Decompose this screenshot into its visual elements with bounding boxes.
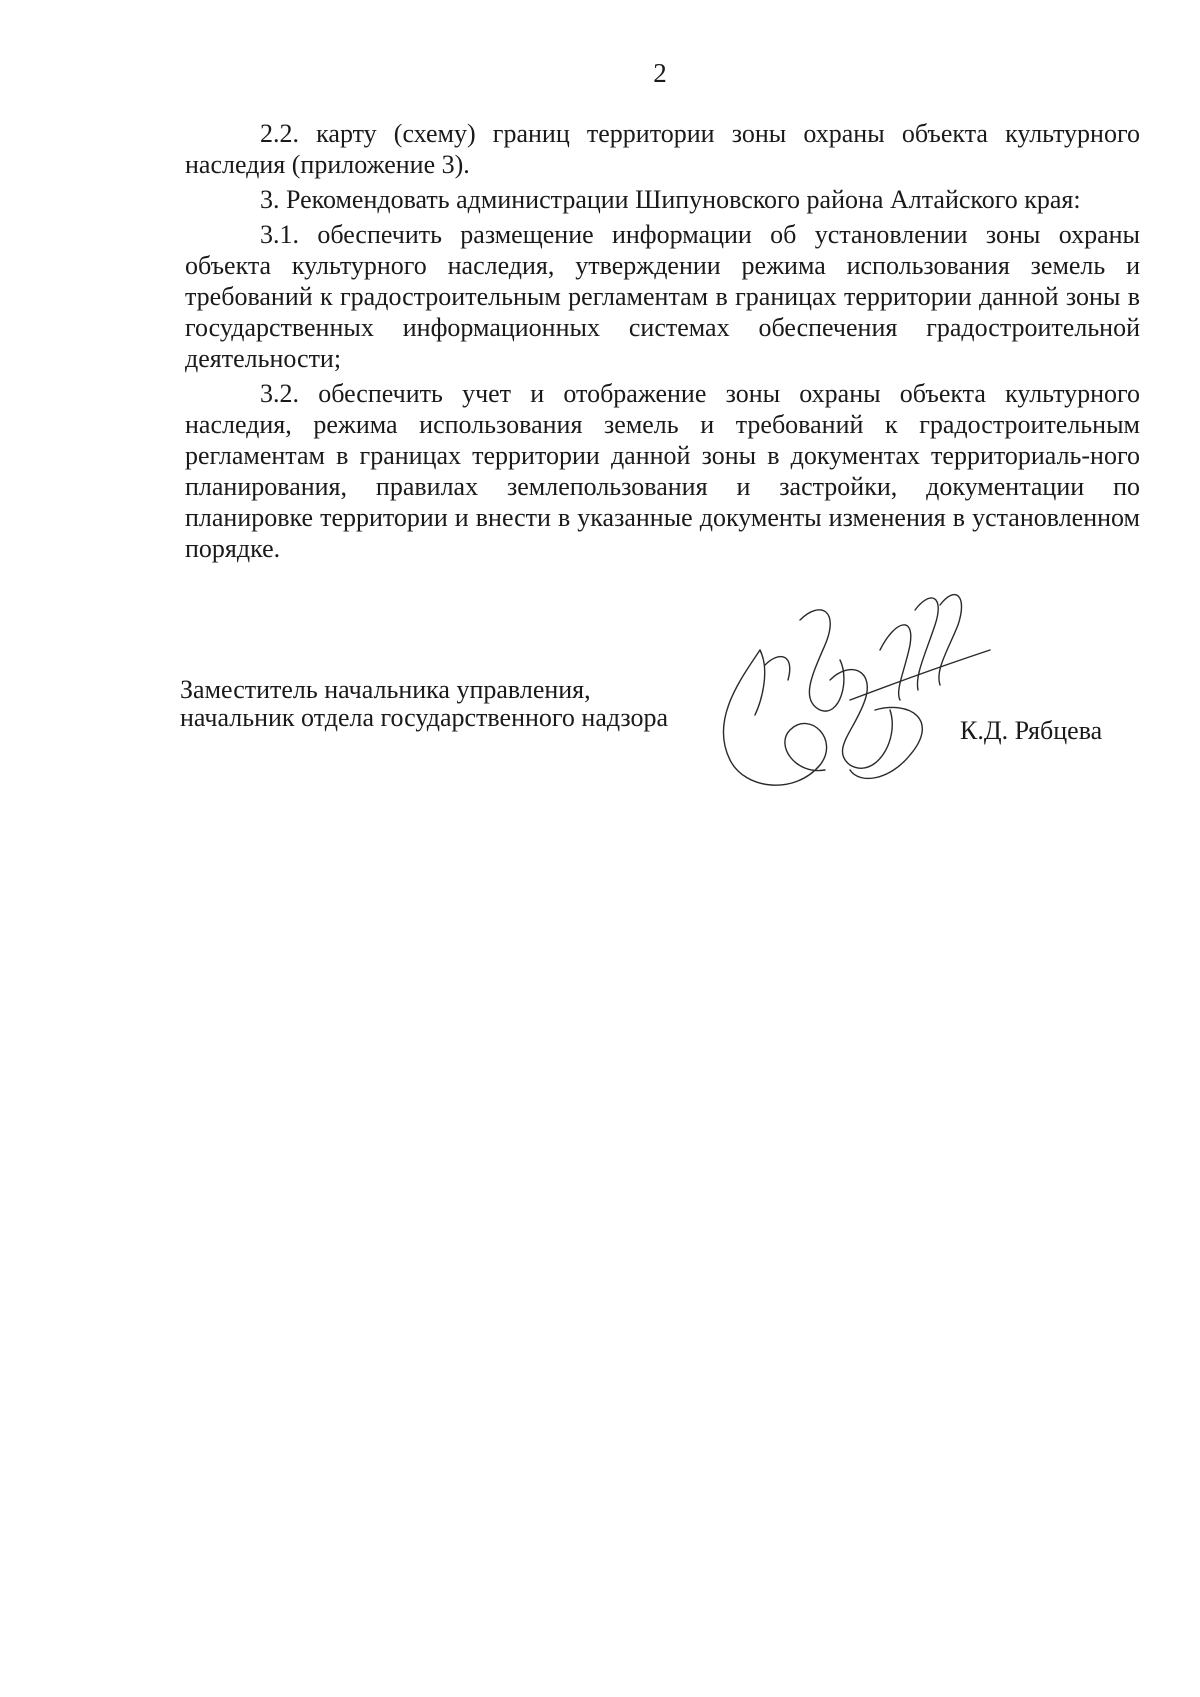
paragraph-3-2: 3.2. обеспечить учет и отображение зоны охраны объекта культурного наследия, режима использования земель и требований к градостроительным регламентам в границах территории данной зоны в документах территориаль-ного планирования, правилах землепользования и застройки, документации по планировке территории и внести в указанные документы изменения в установленном порядке.	[185, 379, 1140, 563]
paragraph-3-1: 3.1. обеспечить размещение информации об установлении зоны охраны объекта культурного наследия, утверждении режима использования земель и требований к градостроительным регламентам в границах территории данной зоны в государственных информационных системах обеспечения градостроительной деятельности;	[185, 220, 1140, 373]
position-line-1: Заместитель начальника управления,	[180, 675, 591, 704]
document-body	[185, 118, 1140, 568]
signatory-position	[180, 676, 668, 732]
signer-name: К.Д. Рябцева	[960, 716, 1103, 745]
paragraph-3: 3. Рекомендовать администрации Шипуновского района Алтайского края:	[260, 185, 1081, 214]
position-line-2: начальник отдела государственного надзора	[180, 703, 669, 732]
handwritten-signature	[700, 590, 1000, 800]
page-number: 2	[653, 58, 667, 88]
paragraph-2-2: 2.2. карту (схему) границ территории зоны охраны объекта культурного наследия (приложение 3).	[185, 119, 1140, 179]
